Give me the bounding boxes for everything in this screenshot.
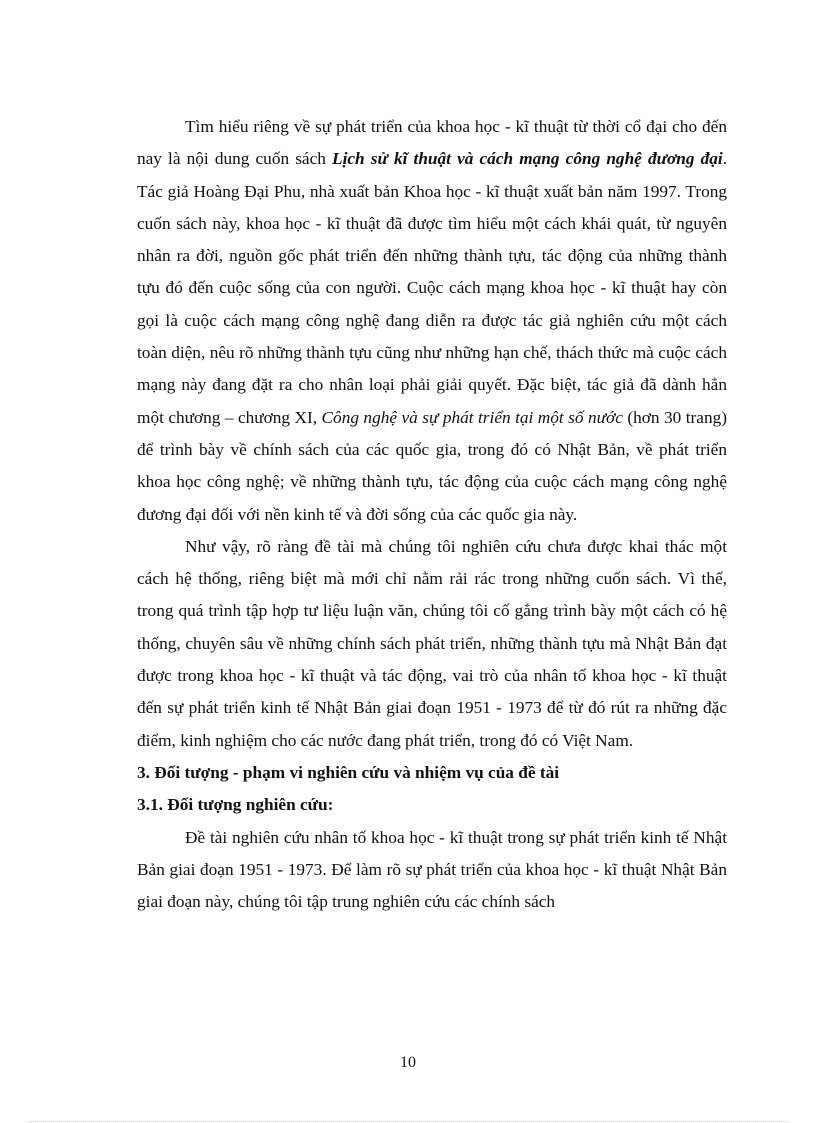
section-heading-3-1: 3.1. Đối tượng nghiên cứu: xyxy=(137,795,334,815)
page-bottom-divider xyxy=(28,1121,788,1122)
body-text xyxy=(137,111,727,918)
chapter-title: Công nghệ và sự phát triển tại một số nước xyxy=(321,407,623,427)
paragraph-text: . Tác giả Hoàng Đại Phu, nhà xuất bản Khoa học - kĩ thuật xuất bản năm 1997. Trong cuốn sách này, khoa học - kĩ thuật đã được tìm hiểu một cách khái quát, từ nguyên nhân ra đời, nguồn gốc phát triển đến những thành tựu, tác động của những thành tựu đó đến cuộc sống của con người. Cuộc cách mạng khoa học - kĩ thuật hay còn gọi là cuộc cách mạng công nghệ đang diễn ra được tác giả nghiên cứu một cách toàn diện, nêu rõ những thành tựu cũng như những hạn chế, thách thức mà cuộc cách mạng này đang đặt ra cho nhân loại phải giải quyết. Đặc biệt, tác giả đã dành hẳn một chương – chương XI, xyxy=(137,149,728,427)
paragraph-research-gap: Như vậy, rõ ràng đề tài mà chúng tôi nghiên cứu chưa được khai thác một cách hệ thống, riêng biệt mà mới chỉ nằm rải rác trong những cuốn sách. Vì thế, trong quá trình tập hợp tư liệu luận văn, chúng tôi cố gắng trình bày một cách có hệ thống, chuyên sâu về những chính sách phát triển, những thành tựu mà Nhật Bản đạt được trong khoa học - kĩ thuật và tác động, vai trò của nhân tố khoa học - kĩ thuật đến sự phát triển kinh tế Nhật Bản giai đoạn 1951 - 1973 để từ đó rút ra những đặc điểm, kinh nghiệm cho các nước đang phát triển, trong đó có Việt Nam. xyxy=(137,536,727,750)
page-number: 10 xyxy=(400,1054,416,1071)
paragraph-text: (hơn 30 trang) để trình bày về chính sách của các quốc gia, trong đó có Nhật Bản, về phát triển khoa học công nghệ; về những thành tựu, tác động của cuộc cách mạng công nghệ đương đại đối với nền kinh tế và đời sống của các quốc gia này. xyxy=(137,407,728,524)
paragraph-text: Tìm hiểu riêng về sự phát triển của khoa học - kĩ thuật từ thời cổ đại cho đến nay là nội dung cuốn sách xyxy=(137,117,727,169)
paragraph-literature-review-book xyxy=(137,111,727,531)
book-title: Lịch sử kĩ thuật và cách mạng công nghệ đương đại xyxy=(332,149,723,169)
paragraph-research-object: Đề tài nghiên cứu nhân tố khoa học - kĩ thuật trong sự phát triển kinh tế Nhật Bản giai đoạn 1951 - 1973. Để làm rõ sự phát triển của khoa học - kĩ thuật Nhật Bản giai đoạn này, chúng tôi tập trung nghiên cứu các chính sách xyxy=(137,827,727,912)
section-heading-3: 3. Đối tượng - phạm vi nghiên cứu và nhiệm vụ của đề tài xyxy=(137,762,560,782)
